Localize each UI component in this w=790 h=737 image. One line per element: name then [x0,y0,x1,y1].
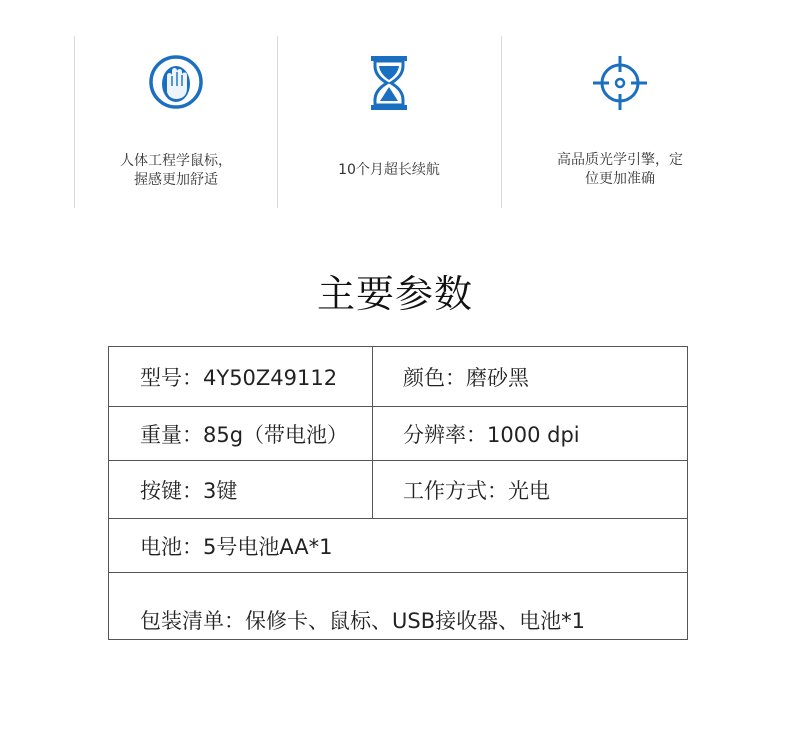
feature-text: 10个月超长续航 [338,162,440,178]
feature-ergonomic [76,36,276,208]
spec-resolution: 分辨率：1000 dpi [403,422,580,447]
spec-mode: 工作方式：光电 [403,478,550,503]
table-row [109,573,687,639]
spec-package: 包装清单：保修卡、鼠标、USB接收器、电池*1 [140,609,585,633]
feature-text: 位更加准确 [585,171,655,187]
spec-model: 型号：4Y50Z49112 [109,347,373,406]
spec-buttons: 按键：3键 [109,461,373,518]
feature-text: 高品质光学引擎，定 [557,152,683,168]
spec-color: 颜色：磨砂黑 [403,365,529,390]
spec-weight: 重量：85g（带电池） [109,407,373,460]
table-row [109,519,687,573]
specs-table [108,346,688,640]
crosshair-icon [591,54,649,116]
feature-text: 人体工程学鼠标， [120,153,232,169]
table-row [109,407,687,461]
table-row [109,461,687,519]
spec-battery: 电池：5号电池AA*1 [140,534,333,559]
divider [277,36,278,208]
feature-strip [74,36,734,208]
hourglass-icon [367,54,411,116]
feature-battery-life [289,36,489,208]
hand-on-mouse-icon [148,54,204,114]
table-row [109,347,687,407]
section-title: 主要参数 [316,272,473,316]
feature-optical-engine [520,36,720,208]
feature-text: 握感更加舒适 [134,172,218,188]
divider [74,36,75,208]
divider [501,36,502,208]
